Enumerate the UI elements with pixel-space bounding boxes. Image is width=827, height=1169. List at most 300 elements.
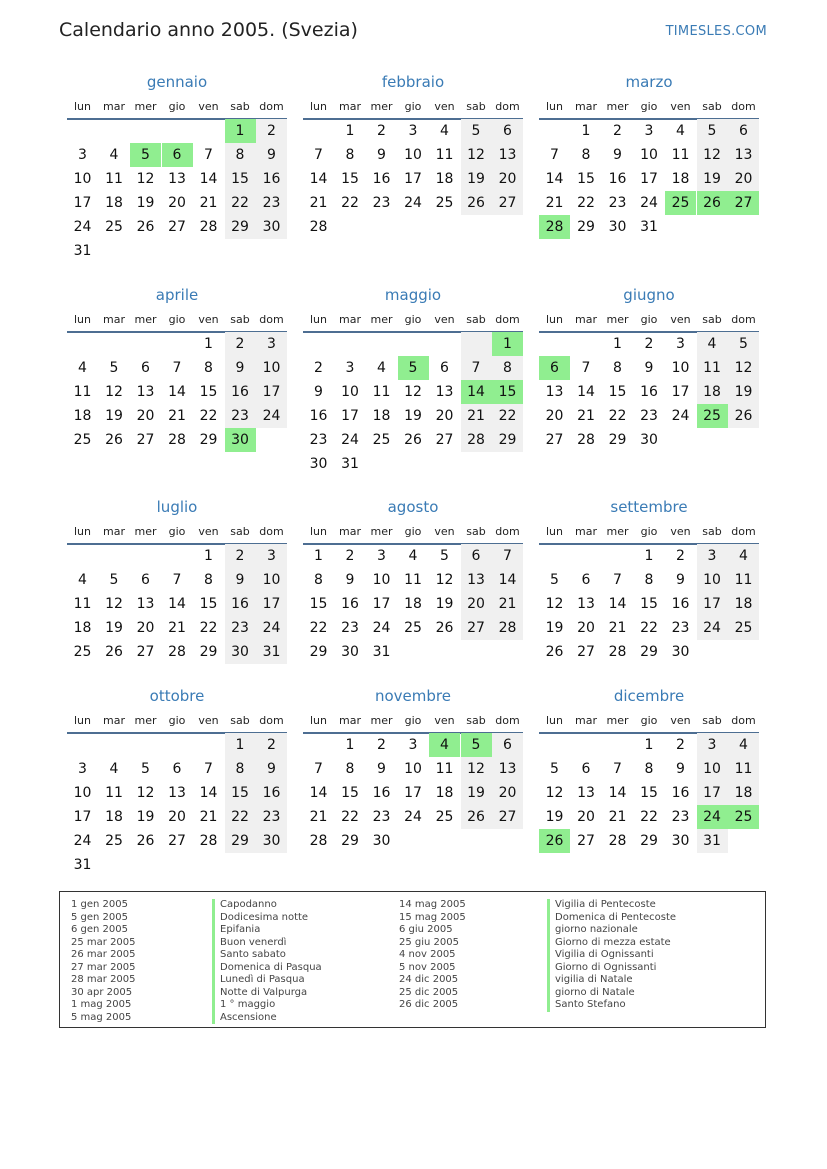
holiday-date: 1 gen 2005	[71, 899, 129, 910]
day-cell: 6	[141, 360, 150, 376]
day-cell: 12	[703, 147, 721, 163]
day-cell: 19	[467, 171, 485, 187]
day-cell: 31	[262, 644, 281, 660]
day-cell: 21	[608, 809, 627, 825]
day-cell: 11	[73, 384, 92, 400]
day-cell: 2	[235, 548, 245, 564]
day-cell: 31	[73, 857, 92, 873]
day-cell: 7	[613, 572, 622, 588]
weekday-label: lun	[310, 100, 327, 113]
weekday-header	[303, 714, 523, 732]
day-cell: 8	[503, 360, 512, 376]
weekday-label: sab	[466, 714, 486, 727]
day-cell: 22	[341, 809, 359, 825]
day-cell: 18	[73, 620, 92, 636]
day-cell: 10	[372, 572, 391, 588]
day-cell: 12	[435, 572, 454, 588]
day-cell: 20	[136, 408, 155, 424]
holiday-date: 5 gen 2005	[71, 911, 129, 923]
day-cell: 2	[377, 737, 386, 753]
weekday-label: mer	[370, 100, 393, 113]
day-cell: 3	[676, 336, 685, 352]
day-cell: 24	[640, 195, 658, 211]
holiday-date: 25 mar 2005	[71, 936, 136, 948]
weekday-label: sab	[702, 525, 722, 538]
day-cell: 11	[105, 785, 123, 801]
day-cell: 27	[467, 620, 485, 636]
month-name: ottobre	[149, 687, 205, 705]
day-cell: 6	[471, 548, 481, 564]
day-cell: 4	[739, 548, 748, 564]
day-cell: 17	[671, 384, 690, 400]
day-cell: 16	[671, 785, 690, 801]
day-cell: 17	[404, 785, 422, 801]
day-cell: 2	[613, 123, 622, 139]
day-cell: 9	[644, 360, 654, 376]
day-cell: 30	[309, 456, 328, 472]
day-cell: 7	[172, 572, 182, 588]
day-cell: 30	[372, 833, 391, 849]
day-cell: 28	[498, 620, 517, 636]
weekday-label: gio	[640, 525, 658, 538]
day-cell: 4	[109, 761, 119, 777]
weekday-label: ven	[670, 525, 691, 538]
day-cell: 29	[309, 644, 328, 660]
day-cell: 14	[608, 785, 627, 801]
weekday-label: mer	[134, 714, 157, 727]
holiday-date: 30 apr 2005	[71, 986, 133, 998]
weekday-label: mer	[134, 100, 157, 113]
weekday-label: lun	[310, 313, 327, 326]
day-cell: 18	[105, 195, 123, 211]
day-grid	[67, 119, 287, 263]
day-cell: 19	[435, 596, 454, 612]
day-cell: 16	[671, 596, 690, 612]
day-cell: 15	[231, 171, 249, 187]
holiday-day-cell: 25	[728, 805, 759, 829]
day-cell: 15	[640, 785, 658, 801]
day-cell: 21	[168, 620, 186, 636]
day-cell: 18	[435, 171, 454, 187]
day-cell: 13	[168, 171, 186, 187]
day-cell: 4	[739, 737, 748, 753]
day-cell: 19	[734, 384, 753, 400]
weekday-label: lun	[546, 313, 563, 326]
day-cell: 6	[172, 761, 182, 777]
weekday-label: lun	[546, 100, 563, 113]
weekday-label: gio	[168, 100, 186, 113]
page-title: Calendario anno 2005. (Svezia)	[59, 19, 358, 41]
day-cell: 30	[608, 219, 627, 235]
weekday-label: mer	[606, 100, 629, 113]
day-cell: 12	[105, 596, 123, 612]
day-cell: 13	[577, 785, 595, 801]
day-cell: 3	[267, 548, 276, 564]
day-cell: 8	[345, 761, 355, 777]
day-cell: 12	[136, 785, 155, 801]
day-cell: 8	[235, 761, 245, 777]
holiday-date: 26 mar 2005	[71, 949, 136, 960]
day-cell: 11	[671, 147, 690, 163]
day-cell: 2	[235, 336, 245, 352]
day-cell: 21	[545, 195, 564, 211]
day-cell: 19	[136, 195, 155, 211]
day-cell: 26	[467, 195, 485, 211]
day-cell: 26	[435, 620, 454, 636]
holiday-day-cell: 1	[492, 332, 523, 356]
day-cell: 25	[734, 620, 753, 636]
day-cell: 17	[640, 171, 658, 187]
holiday-names-col-2	[547, 899, 676, 1012]
day-cell: 24	[703, 620, 721, 636]
day-cell: 15	[231, 785, 249, 801]
weekday-label: lun	[546, 525, 563, 538]
day-cell: 31	[341, 456, 359, 472]
holiday-name: Vigilia di Ognissanti	[547, 949, 676, 962]
day-cell: 13	[467, 572, 485, 588]
day-cell: 8	[235, 147, 245, 163]
day-cell: 22	[309, 620, 328, 636]
weekday-label: sab	[466, 100, 486, 113]
day-cell: 14	[545, 171, 564, 187]
day-cell: 20	[435, 408, 454, 424]
weekday-label: mar	[575, 313, 597, 326]
day-cell: 30	[262, 219, 281, 235]
day-cell: 21	[467, 408, 485, 424]
weekday-label: lun	[74, 313, 91, 326]
day-cell: 21	[309, 809, 328, 825]
day-cell: 21	[309, 195, 328, 211]
weekday-label: sab	[702, 100, 722, 113]
holiday-day-cell: 1	[225, 119, 256, 143]
day-cell: 18	[372, 408, 391, 424]
day-cell: 1	[345, 123, 355, 139]
day-cell: 16	[309, 408, 328, 424]
day-grid	[539, 544, 759, 688]
day-cell: 6	[503, 123, 512, 139]
holiday-date: 27 mar 2005	[71, 961, 136, 973]
day-cell: 29	[199, 644, 218, 660]
day-cell: 1	[204, 548, 213, 564]
day-cell: 9	[676, 761, 685, 777]
holiday-day-cell: 26	[539, 829, 570, 853]
weekday-label: sab	[230, 714, 250, 727]
day-cell: 16	[231, 384, 249, 400]
weekday-label: ven	[198, 525, 219, 538]
day-cell: 17	[703, 785, 721, 801]
weekday-label: mar	[103, 100, 125, 113]
weekday-label: dom	[731, 714, 756, 727]
weekday-label: mar	[103, 714, 125, 727]
day-cell: 31	[372, 644, 391, 660]
day-cell: 28	[168, 432, 186, 448]
day-cell: 27	[168, 219, 186, 235]
holiday-date: 26 dic 2005	[399, 999, 459, 1010]
weekday-label: ven	[434, 313, 455, 326]
day-cell: 14	[498, 572, 517, 588]
holiday-day-cell: 27	[728, 191, 759, 215]
holiday-date: 15 mag 2005	[399, 911, 466, 923]
holiday-date: 1 mag 2005	[71, 999, 132, 1010]
day-cell: 9	[235, 572, 245, 588]
day-cell: 27	[545, 432, 564, 448]
day-cell: 9	[613, 147, 622, 163]
weekday-label: lun	[310, 525, 327, 538]
day-cell: 28	[608, 644, 627, 660]
day-cell: 3	[377, 548, 386, 564]
day-cell: 1	[644, 737, 654, 753]
day-cell: 13	[435, 384, 454, 400]
holiday-day-cell: 24	[697, 805, 728, 829]
day-cell: 27	[498, 195, 517, 211]
holiday-date: 5 nov 2005	[399, 961, 456, 973]
day-cell: 23	[608, 195, 627, 211]
holiday-date: 5 mag 2005	[71, 1011, 132, 1023]
weekday-label: gio	[404, 313, 422, 326]
day-cell: 4	[707, 336, 717, 352]
day-cell: 21	[168, 408, 186, 424]
weekday-label: mer	[370, 525, 393, 538]
month-name: luglio	[156, 498, 198, 516]
day-cell: 3	[644, 123, 654, 139]
day-cell: 12	[136, 171, 155, 187]
weekday-label: gio	[640, 100, 658, 113]
holiday-date: 6 gen 2005	[71, 924, 129, 935]
weekday-label: sab	[230, 313, 250, 326]
holiday-day-cell: 5	[398, 356, 429, 380]
day-cell: 17	[262, 384, 281, 400]
day-cell: 1	[644, 548, 654, 564]
holiday-day-cell: 14	[461, 380, 492, 404]
day-cell: 23	[231, 620, 249, 636]
day-cell: 9	[676, 572, 685, 588]
day-cell: 16	[262, 785, 281, 801]
site-brand-link[interactable]: TIMESLES.COM	[665, 24, 767, 39]
day-cell: 8	[613, 360, 622, 376]
weekday-label: lun	[74, 714, 91, 727]
day-cell: 14	[309, 171, 328, 187]
day-cell: 27	[435, 432, 454, 448]
day-cell: 10	[671, 360, 690, 376]
day-cell: 15	[640, 596, 658, 612]
day-cell: 18	[105, 809, 123, 825]
weekday-label: lun	[74, 525, 91, 538]
weekday-header	[539, 525, 759, 543]
weekday-label: mer	[134, 313, 157, 326]
day-cell: 15	[199, 596, 218, 612]
day-cell: 26	[545, 644, 564, 660]
day-cell: 31	[640, 219, 658, 235]
day-cell: 18	[404, 596, 422, 612]
day-cell: 24	[404, 809, 422, 825]
holiday-day-cell: 28	[539, 215, 570, 239]
holiday-name: 1 ° maggio	[212, 999, 322, 1012]
holiday-day-cell: 5	[461, 733, 492, 757]
holiday-day-cell: 15	[492, 380, 523, 404]
day-cell: 30	[231, 644, 249, 660]
day-cell: 10	[262, 572, 281, 588]
weekday-label: ven	[670, 313, 691, 326]
day-cell: 21	[498, 596, 517, 612]
holiday-names-col-1	[212, 899, 322, 1024]
day-cell: 10	[703, 572, 721, 588]
holiday-name: Giorno di mezza estate	[547, 937, 676, 950]
day-cell: 10	[404, 761, 422, 777]
weekday-label: gio	[168, 313, 186, 326]
weekday-label: sab	[702, 313, 722, 326]
day-cell: 5	[471, 123, 481, 139]
weekday-label: dom	[495, 100, 520, 113]
day-cell: 22	[231, 809, 249, 825]
day-cell: 2	[267, 737, 276, 753]
day-cell: 1	[345, 737, 355, 753]
day-cell: 6	[440, 360, 449, 376]
weekday-label: dom	[259, 714, 284, 727]
day-cell: 24	[262, 408, 281, 424]
day-cell: 28	[309, 219, 328, 235]
day-cell: 5	[550, 572, 559, 588]
day-cell: 29	[577, 219, 595, 235]
day-cell: 8	[204, 360, 213, 376]
day-cell: 6	[581, 572, 591, 588]
weekday-label: gio	[168, 714, 186, 727]
day-cell: 3	[345, 360, 355, 376]
holiday-name: Domenica di Pasqua	[212, 962, 322, 975]
holiday-list	[59, 891, 766, 1028]
day-cell: 10	[703, 761, 721, 777]
day-cell: 8	[644, 572, 654, 588]
day-cell: 30	[341, 644, 359, 660]
weekday-label: sab	[702, 714, 722, 727]
day-cell: 7	[314, 147, 323, 163]
day-cell: 9	[345, 572, 355, 588]
day-cell: 21	[608, 620, 627, 636]
day-cell: 2	[267, 123, 276, 139]
day-cell: 20	[498, 785, 517, 801]
day-cell: 31	[703, 833, 721, 849]
day-cell: 5	[109, 360, 119, 376]
day-cell: 21	[199, 809, 218, 825]
day-cell: 6	[503, 737, 512, 753]
day-cell: 23	[671, 809, 690, 825]
day-cell: 31	[73, 243, 92, 259]
holiday-date: 14 mag 2005	[399, 899, 466, 910]
weekday-label: dom	[259, 100, 284, 113]
weekday-label: mar	[339, 525, 361, 538]
holiday-day-cell: 30	[225, 428, 256, 452]
day-cell: 23	[309, 432, 328, 448]
day-cell: 3	[408, 123, 418, 139]
weekday-label: mar	[103, 525, 125, 538]
day-cell: 22	[199, 408, 218, 424]
day-cell: 9	[377, 761, 386, 777]
day-cell: 9	[267, 147, 276, 163]
day-cell: 9	[235, 360, 245, 376]
day-cell: 17	[73, 195, 92, 211]
day-cell: 19	[105, 408, 123, 424]
holiday-name: Buon venerdì	[212, 937, 322, 950]
day-cell: 18	[435, 785, 454, 801]
holiday-date: 28 mar 2005	[71, 974, 136, 985]
day-cell: 13	[136, 384, 155, 400]
day-cell: 22	[640, 809, 658, 825]
day-cell: 3	[78, 147, 87, 163]
day-cell: 2	[345, 548, 355, 564]
day-cell: 23	[262, 809, 281, 825]
day-cell: 21	[577, 408, 595, 424]
weekday-label: mer	[606, 313, 629, 326]
day-cell: 28	[309, 833, 328, 849]
day-cell: 28	[199, 219, 218, 235]
holiday-day-cell: 5	[130, 143, 161, 167]
day-cell: 18	[671, 171, 690, 187]
day-cell: 24	[341, 432, 359, 448]
day-cell: 2	[377, 123, 386, 139]
weekday-label: dom	[259, 525, 284, 538]
day-cell: 10	[262, 360, 281, 376]
day-cell: 25	[105, 219, 123, 235]
day-cell: 14	[168, 384, 186, 400]
weekday-label: mer	[370, 714, 393, 727]
day-cell: 25	[105, 833, 123, 849]
day-cell: 26	[136, 833, 155, 849]
weekday-label: mer	[606, 525, 629, 538]
day-cell: 29	[199, 432, 218, 448]
day-cell: 5	[141, 761, 150, 777]
day-cell: 4	[408, 548, 418, 564]
day-cell: 4	[676, 123, 685, 139]
holiday-day-cell: 26	[697, 191, 728, 215]
weekday-label: ven	[434, 714, 455, 727]
day-cell: 19	[545, 809, 564, 825]
holiday-day-cell: 6	[539, 356, 570, 380]
day-cell: 21	[199, 195, 218, 211]
day-cell: 24	[671, 408, 690, 424]
holiday-name: Lunedì di Pasqua	[212, 974, 322, 987]
day-cell: 11	[734, 572, 753, 588]
day-cell: 23	[671, 620, 690, 636]
day-cell: 26	[404, 432, 422, 448]
day-cell: 2	[676, 548, 685, 564]
day-cell: 11	[734, 761, 753, 777]
day-cell: 17	[341, 408, 359, 424]
weekday-label: dom	[495, 313, 520, 326]
day-cell: 13	[498, 147, 517, 163]
day-cell: 28	[577, 432, 595, 448]
weekday-header	[67, 714, 287, 732]
day-cell: 23	[640, 408, 658, 424]
day-cell: 28	[199, 833, 218, 849]
day-cell: 24	[404, 195, 422, 211]
day-cell: 13	[168, 785, 186, 801]
day-cell: 27	[136, 644, 155, 660]
day-cell: 29	[341, 833, 359, 849]
holiday-name: giorno di Natale	[547, 987, 676, 1000]
holiday-date: 6 giu 2005	[399, 924, 453, 935]
day-cell: 6	[739, 123, 748, 139]
weekday-header	[539, 714, 759, 732]
day-cell: 7	[613, 761, 622, 777]
day-cell: 1	[581, 123, 591, 139]
day-cell: 7	[550, 147, 559, 163]
day-cell: 22	[341, 195, 359, 211]
holiday-name: vigilia di Natale	[547, 974, 676, 987]
weekday-label: dom	[731, 525, 756, 538]
holiday-name: Vigilia di Pentecoste	[547, 899, 676, 912]
day-cell: 22	[498, 408, 517, 424]
weekday-label: mar	[575, 714, 597, 727]
day-cell: 12	[545, 596, 564, 612]
